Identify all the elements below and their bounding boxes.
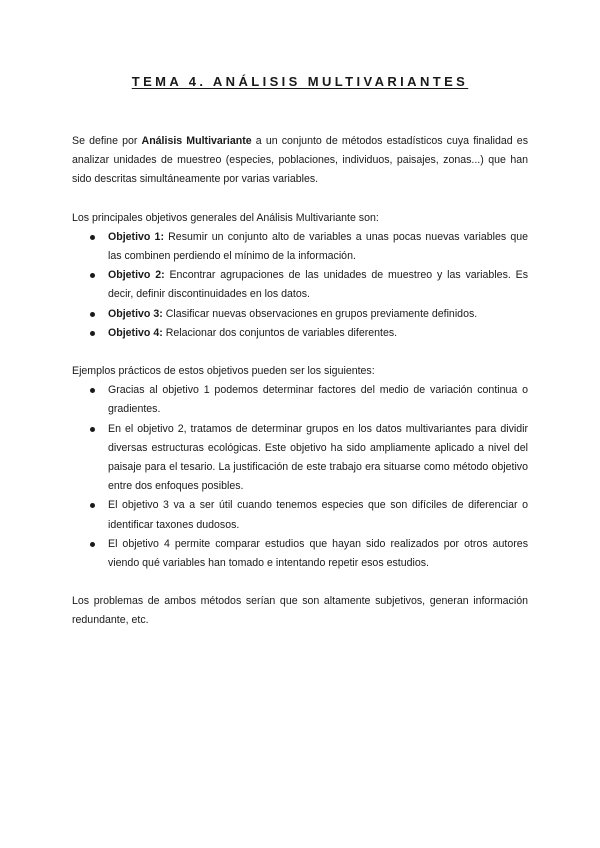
example-item: Gracias al objetivo 1 podemos determinar factores del medio de variación continua o gradientes. [108,381,528,419]
objectives-heading: Los principales objetivos generales del Análisis Multivariante son: [72,211,379,224]
example-item: El objetivo 4 permite comparar estudios que hayan sido realizados por otros autores viendo qué variables han tomado e intentando repetir esos estudios. [108,535,528,573]
document-body [72,132,528,631]
intro-bold-term: Análisis Multivariante [141,135,252,147]
objective-item [108,266,528,304]
objective-text: Relacionar dos conjuntos de variables diferentes. [162,326,398,339]
examples-heading: Ejemplos prácticos de estos objetivos pueden ser los siguientes: [72,365,375,378]
objective-label: Objetivo 4: [108,326,163,339]
objective-text: Clasificar nuevas observaciones en grupos previamente definidos. [162,307,478,320]
example-item: El objetivo 3 va a ser útil cuando tenemos especies que son difíciles de diferenciar o identificar taxones dudosos. [108,496,528,534]
page-title: TEMA 4. ANÁLISIS MULTIVARIANTES [131,74,469,89]
objective-text: Encontrar agrupaciones de las unidades de muestreo y las variables. Es decir, definir discontinuidades en los datos. [108,269,528,301]
examples-list [72,381,528,573]
objective-item [108,228,528,266]
objective-item [108,324,528,343]
objective-label: Objetivo 2: [108,269,165,282]
intro-paragraph [72,132,528,190]
example-item: En el objetivo 2, tratamos de determinar grupos en los datos multivariantes para dividir diversas estructuras ecológicas. Este objetivo ha sido ampliamente aplicado a nivel del paisaje para el tesario. La justificación de este trabajo era situarse como método objetivo entre dos enfoques posibles. [108,420,528,497]
intro-text-after: a un conjunto de métodos estadísticos cuya finalidad es analizar unidades de muestreo (especies, poblaciones, individuos, paisajes, zonas...) que han sido descritas simultáneamente por varias variables. [72,135,528,186]
conclusion-paragraph: Los problemas de ambos métodos serían que son altamente subjetivos, generan información redundante, etc. [72,595,528,627]
objective-label: Objetivo 3: [108,307,163,320]
objective-text: Resumir un conjunto alto de variables a unas pocas nuevas variables que las combinen perdiendo el mínimo de la información. [108,230,528,263]
objectives-list [72,228,528,343]
intro-text-before: Se define por [72,135,142,147]
objective-label: Objetivo 1: [108,230,164,243]
objective-item [108,305,528,324]
